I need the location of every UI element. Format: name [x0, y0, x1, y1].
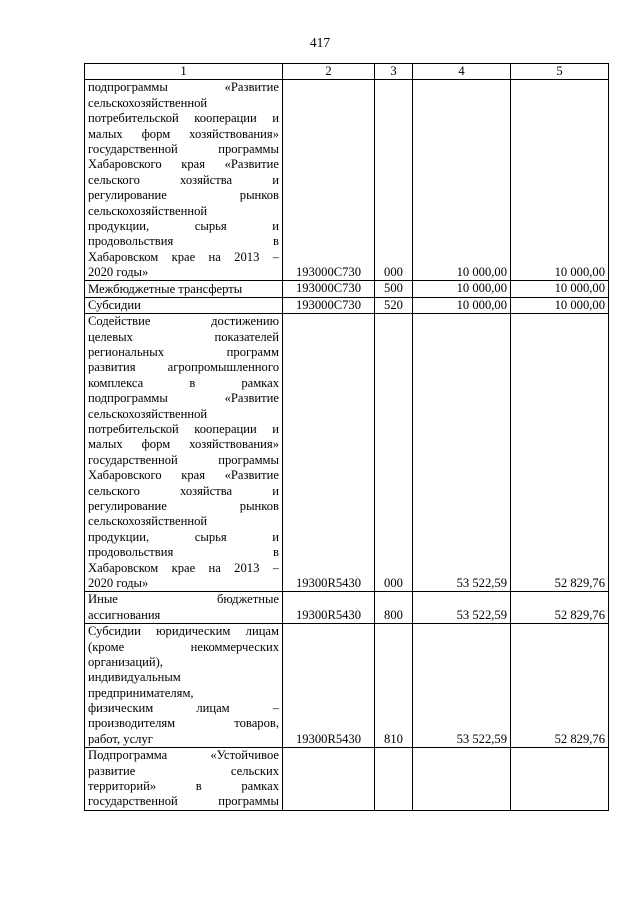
- row-name-line: подпрограммы «Развитие: [88, 391, 279, 406]
- row-amount-2019-cell: 53 522,59: [413, 624, 511, 748]
- row-name-line: Иные бюджетные: [88, 592, 279, 607]
- row-name-cell: [85, 281, 283, 297]
- row-amount-2020-cell: 52 829,76: [511, 314, 609, 592]
- table-row: [85, 80, 609, 281]
- row-name-line: государственной программы: [88, 794, 279, 809]
- column-number-1: 1: [85, 64, 283, 80]
- row-code-cell: [283, 748, 375, 811]
- table-row: [85, 314, 609, 592]
- row-name-line: работ, услуг: [88, 731, 153, 746]
- column-number-5: 5: [511, 64, 609, 80]
- row-amount-2019-cell: 53 522,59: [413, 592, 511, 624]
- row-code-cell: 19300R5430: [283, 592, 375, 624]
- row-amount-2020-cell: 10 000,00: [511, 80, 609, 281]
- row-type-cell: [375, 748, 413, 811]
- row-name-line: Хабаровском крае на 2013 –: [88, 560, 279, 575]
- row-code-cell: 193000С730: [283, 281, 375, 297]
- row-name-line: 2020 годы»: [88, 575, 149, 590]
- row-name-line: (кроме некоммерческих: [88, 639, 279, 654]
- row-type-cell: 000: [375, 80, 413, 281]
- row-name-line: сельскохозяйственной: [88, 406, 208, 421]
- row-name-line: малых форм хозяйствования»: [88, 437, 279, 452]
- row-type-cell: 000: [375, 314, 413, 592]
- row-name-line: 2020 годы»: [88, 265, 149, 280]
- row-amount-2019-cell: [413, 748, 511, 811]
- row-name-line: Субсидии юридическим лицам: [88, 624, 279, 639]
- row-name-line: продовольствия в: [88, 234, 279, 249]
- row-name-line: продовольствия в: [88, 545, 279, 560]
- row-amount-2020-cell: [511, 748, 609, 811]
- row-name-line: сельскохозяйственной: [88, 95, 208, 110]
- row-name-line: предпринимателям,: [88, 685, 194, 700]
- page-number: 417: [309, 35, 331, 50]
- row-type-cell: 800: [375, 592, 413, 624]
- column-number-4: 4: [413, 64, 511, 80]
- row-amount-2020-cell: 52 829,76: [511, 624, 609, 748]
- row-name-cell: [85, 80, 283, 281]
- row-name-line: сельского хозяйства и: [88, 483, 279, 498]
- row-amount-2019-cell: 10 000,00: [413, 297, 511, 313]
- row-name-cell: [85, 297, 283, 313]
- row-code-cell: 19300R5430: [283, 314, 375, 592]
- row-amount-2020-cell: 52 829,76: [511, 592, 609, 624]
- row-name-cell: [85, 748, 283, 811]
- row-name-line: сельскохозяйственной: [88, 514, 208, 529]
- row-type-cell: 500: [375, 281, 413, 297]
- budget-table: [84, 63, 609, 811]
- row-name-line: государственной программы: [88, 452, 279, 467]
- table-row: [85, 281, 609, 297]
- row-name-line: Хабаровского края «Развитие: [88, 157, 279, 172]
- row-amount-2019-cell: 10 000,00: [413, 80, 511, 281]
- row-name-line: комплекса в рамках: [88, 375, 279, 390]
- row-name-line: подпрограммы «Развитие: [88, 80, 279, 95]
- row-name-cell: [85, 592, 283, 624]
- row-name-line: ассигнования: [88, 607, 161, 622]
- row-name-line: организаций),: [88, 654, 163, 669]
- column-number-3: 3: [375, 64, 413, 80]
- row-name-line: Межбюджетные трансферты: [88, 281, 243, 296]
- row-name-cell: [85, 624, 283, 748]
- row-name-line: целевых показателей: [88, 329, 279, 344]
- row-amount-2019-cell: 10 000,00: [413, 281, 511, 297]
- row-amount-2020-cell: 10 000,00: [511, 281, 609, 297]
- row-name-line: государственной программы: [88, 141, 279, 156]
- table-row: [85, 624, 609, 748]
- row-name-line: развития агропромышленного: [88, 360, 279, 375]
- row-name-line: региональных программ: [88, 345, 279, 360]
- row-name-line: территорий» в рамках: [88, 779, 279, 794]
- row-code-cell: 193000С730: [283, 297, 375, 313]
- table-row: [85, 592, 609, 624]
- row-name-line: производителям товаров,: [88, 716, 279, 731]
- row-type-cell: 810: [375, 624, 413, 748]
- row-type-cell: 520: [375, 297, 413, 313]
- row-name-line: индивидуальным: [88, 670, 181, 685]
- row-name-line: регулирование рынков: [88, 498, 279, 513]
- row-name-line: регулирование рынков: [88, 188, 279, 203]
- table-row: [85, 748, 609, 811]
- row-name-line: сельскохозяйственной: [88, 203, 208, 218]
- row-amount-2019-cell: 53 522,59: [413, 314, 511, 592]
- row-code-cell: 193000С730: [283, 80, 375, 281]
- row-name-line: малых форм хозяйствования»: [88, 126, 279, 141]
- row-code-cell: 19300R5430: [283, 624, 375, 748]
- row-name-line: потребительской кооперации и: [88, 422, 279, 437]
- row-name-line: Подпрограмма «Устойчивое: [88, 748, 279, 763]
- row-name-line: физическим лицам –: [88, 701, 279, 716]
- row-name-line: Содействие достижению: [88, 314, 279, 329]
- row-name-line: сельского хозяйства и: [88, 172, 279, 187]
- row-name-cell: [85, 314, 283, 592]
- row-amount-2020-cell: 10 000,00: [511, 297, 609, 313]
- column-number-2: 2: [283, 64, 375, 80]
- row-name-line: продукции, сырья и: [88, 218, 279, 233]
- row-name-line: Хабаровском крае на 2013 –: [88, 249, 279, 264]
- row-name-line: Хабаровского края «Развитие: [88, 468, 279, 483]
- table-row: [85, 297, 609, 313]
- row-name-line: продукции, сырья и: [88, 529, 279, 544]
- row-name-line: развитие сельских: [88, 763, 279, 778]
- row-name-line: Субсидии: [88, 297, 141, 312]
- table-header-row: [85, 64, 609, 80]
- row-name-line: потребительской кооперации и: [88, 111, 279, 126]
